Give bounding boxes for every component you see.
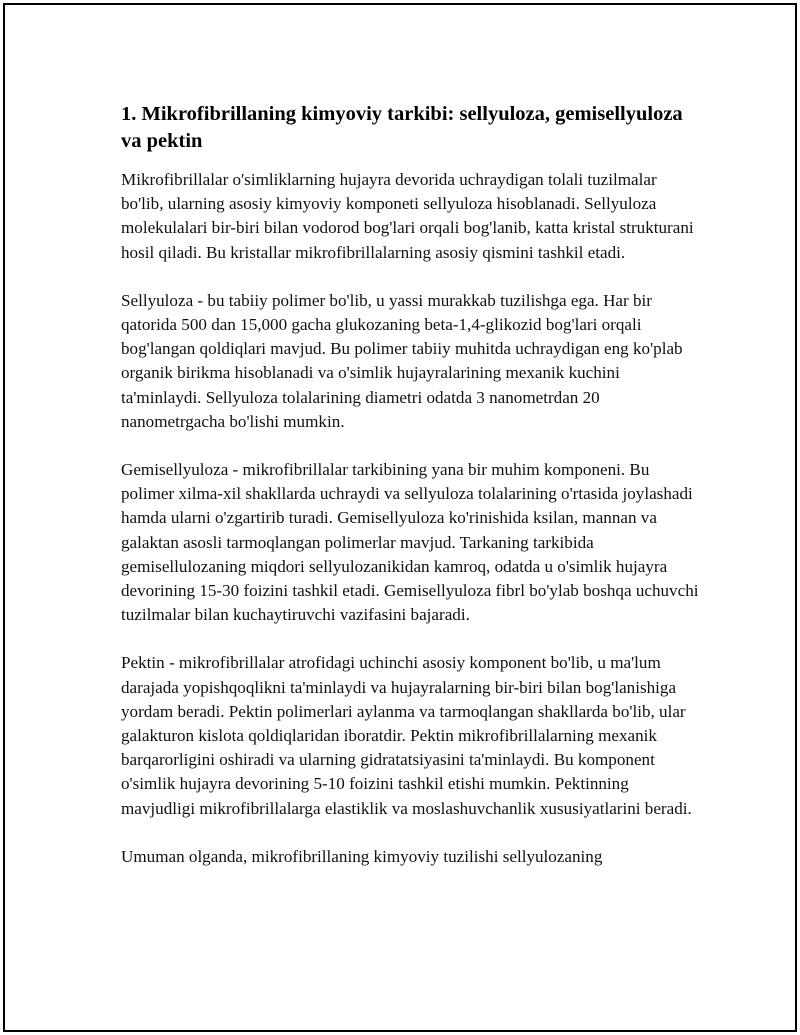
paragraph-pektin: Pektin - mikrofibrillalar atrofidagi uchinchi asosiy komponent bo'lib, u ma'lum darajada yopishqoqlikni ta'minlaydi va hujayralarning bir-biri bilan bog'lanishiga yordam beradi. Pektin polimerlari aylanma va tarmoqlangan shakllarda bo'lib, ular galakturon kislota qoldiqlaridan iboratdir. Pektin mikrofibrillalarning mexanik barqarorligini oshiradi va ularning gidratatsiyasini ta'minlaydi. Bu komponent o'simlik hujayra devorining 5-10 foizini tashkil etishi mumkin. Pektinning mavjudligi mikrofibrillalarga elastiklik va moslashuvchanlik xususiyatlarini beradi. [121, 653, 692, 818]
paragraph-gemisellyuloza: Gemisellyuloza - mikrofibrillalar tarkibining yana bir muhim komponeni. Bu polimer xilma-xil shakllarda uchraydi va sellyuloza tolalarining o'rtasida joylashadi hamda ularni o'zgartirib turadi. Gemisellyuloza ko'rinishida ksilan, mannan va galaktan asosli tarmoqlangan polimerlar mavjud. Tarkaning tarkibida gemisellulozaning miqdori sellyulozanikidan kamroq, odatda u o'simlik hujayra devorining 15-30 foizini tashkil etadi. Gemisellyuloza fibrl bo'ylab boshqa uchuvchi tuzilmalar bilan kuchaytiruvchi vazifasini bajaradi. [121, 460, 699, 625]
paragraph-sellyuloza: Sellyuloza - bu tabiiy polimer bo'lib, u yassi murakkab tuzilishga ega. Har bir qatorida 500 dan 15,000 gacha glukozaning beta-1,4-glikozid bog'lari orqali bog'langan qoldiqlari mavjud. Bu polimer tabiiy muhitda uchraydigan eng ko'plab organik birikma hisoblanadi va o'simlik hujayralarining mexanik kuchini ta'minlaydi. Sellyuloza tolalarining diametri odatda 3 nanometrdan 20 nanometrgacha bo'lishi mumkin. [121, 290, 683, 431]
page-frame [3, 3, 797, 1032]
paragraph-intro: Mikrofibrillalar o'simliklarning hujayra devorida uchraydigan tolali tuzilmalar bo'lib, ularning asosiy kimyoviy komponeti sellyuloza hisoblanadi. Sellyuloza molekulalari bir-biri bilan vodorod bog'lari orqali bog'lanib, katta kristal strukturani hosil qiladi. Bu kristallar mikrofibrillalarning asosiy qismini tashkil etadi. [121, 170, 694, 262]
section-heading: 1. Mikrofibrillaning kimyoviy tarkibi: sellyuloza, gemisellyuloza va pektin [121, 103, 683, 152]
paragraph-summary: Umuman olganda, mikrofibrillaning kimyoviy tuzilishi sellyulozaning [121, 846, 603, 866]
document-body [121, 101, 701, 893]
